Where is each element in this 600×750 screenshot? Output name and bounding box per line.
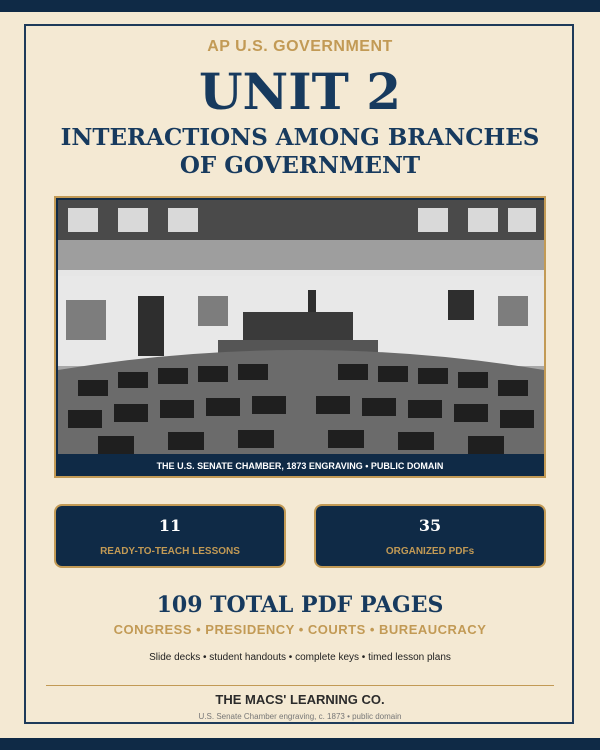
- photo-caption: THE U.S. SENATE CHAMBER, 1873 ENGRAVING • PUBLIC DOMAIN: [156, 461, 444, 471]
- pdfs-count: 35: [418, 516, 442, 535]
- publisher-name: THE MACS' LEARNING CO.: [215, 692, 385, 707]
- lessons-stat-card: [54, 504, 286, 568]
- pdfs-label: ORGANIZED PDFs: [385, 546, 475, 557]
- total-pages-heading: 109 TOTAL PDF PAGES: [156, 592, 444, 618]
- lessons-count: 11: [158, 516, 182, 535]
- senate-chamber-photo: [54, 196, 546, 478]
- footer-divider: [46, 685, 554, 686]
- bottom-band: [0, 738, 600, 750]
- pdfs-stat-card: [314, 504, 546, 568]
- lessons-label: READY-TO-TEACH LESSONS: [100, 546, 240, 557]
- top-band: [0, 0, 600, 12]
- image-credit: U.S. Senate Chamber engraving, c. 1873 • public domain: [198, 712, 402, 721]
- topics-line: CONGRESS • PRESIDENCY • COURTS • BUREAUCRACY: [113, 622, 487, 637]
- contents-description: Slide decks • student handouts • complete keys • timed lesson plans: [149, 652, 451, 663]
- unit-title: UNIT 2: [198, 62, 402, 121]
- course-kicker: AP U.S. GOVERNMENT: [207, 38, 393, 55]
- unit-subtitle: INTERACTIONS AMONG BRANCHES OF GOVERNMENT: [60, 124, 540, 179]
- senate-chamber-illustration: [58, 200, 544, 454]
